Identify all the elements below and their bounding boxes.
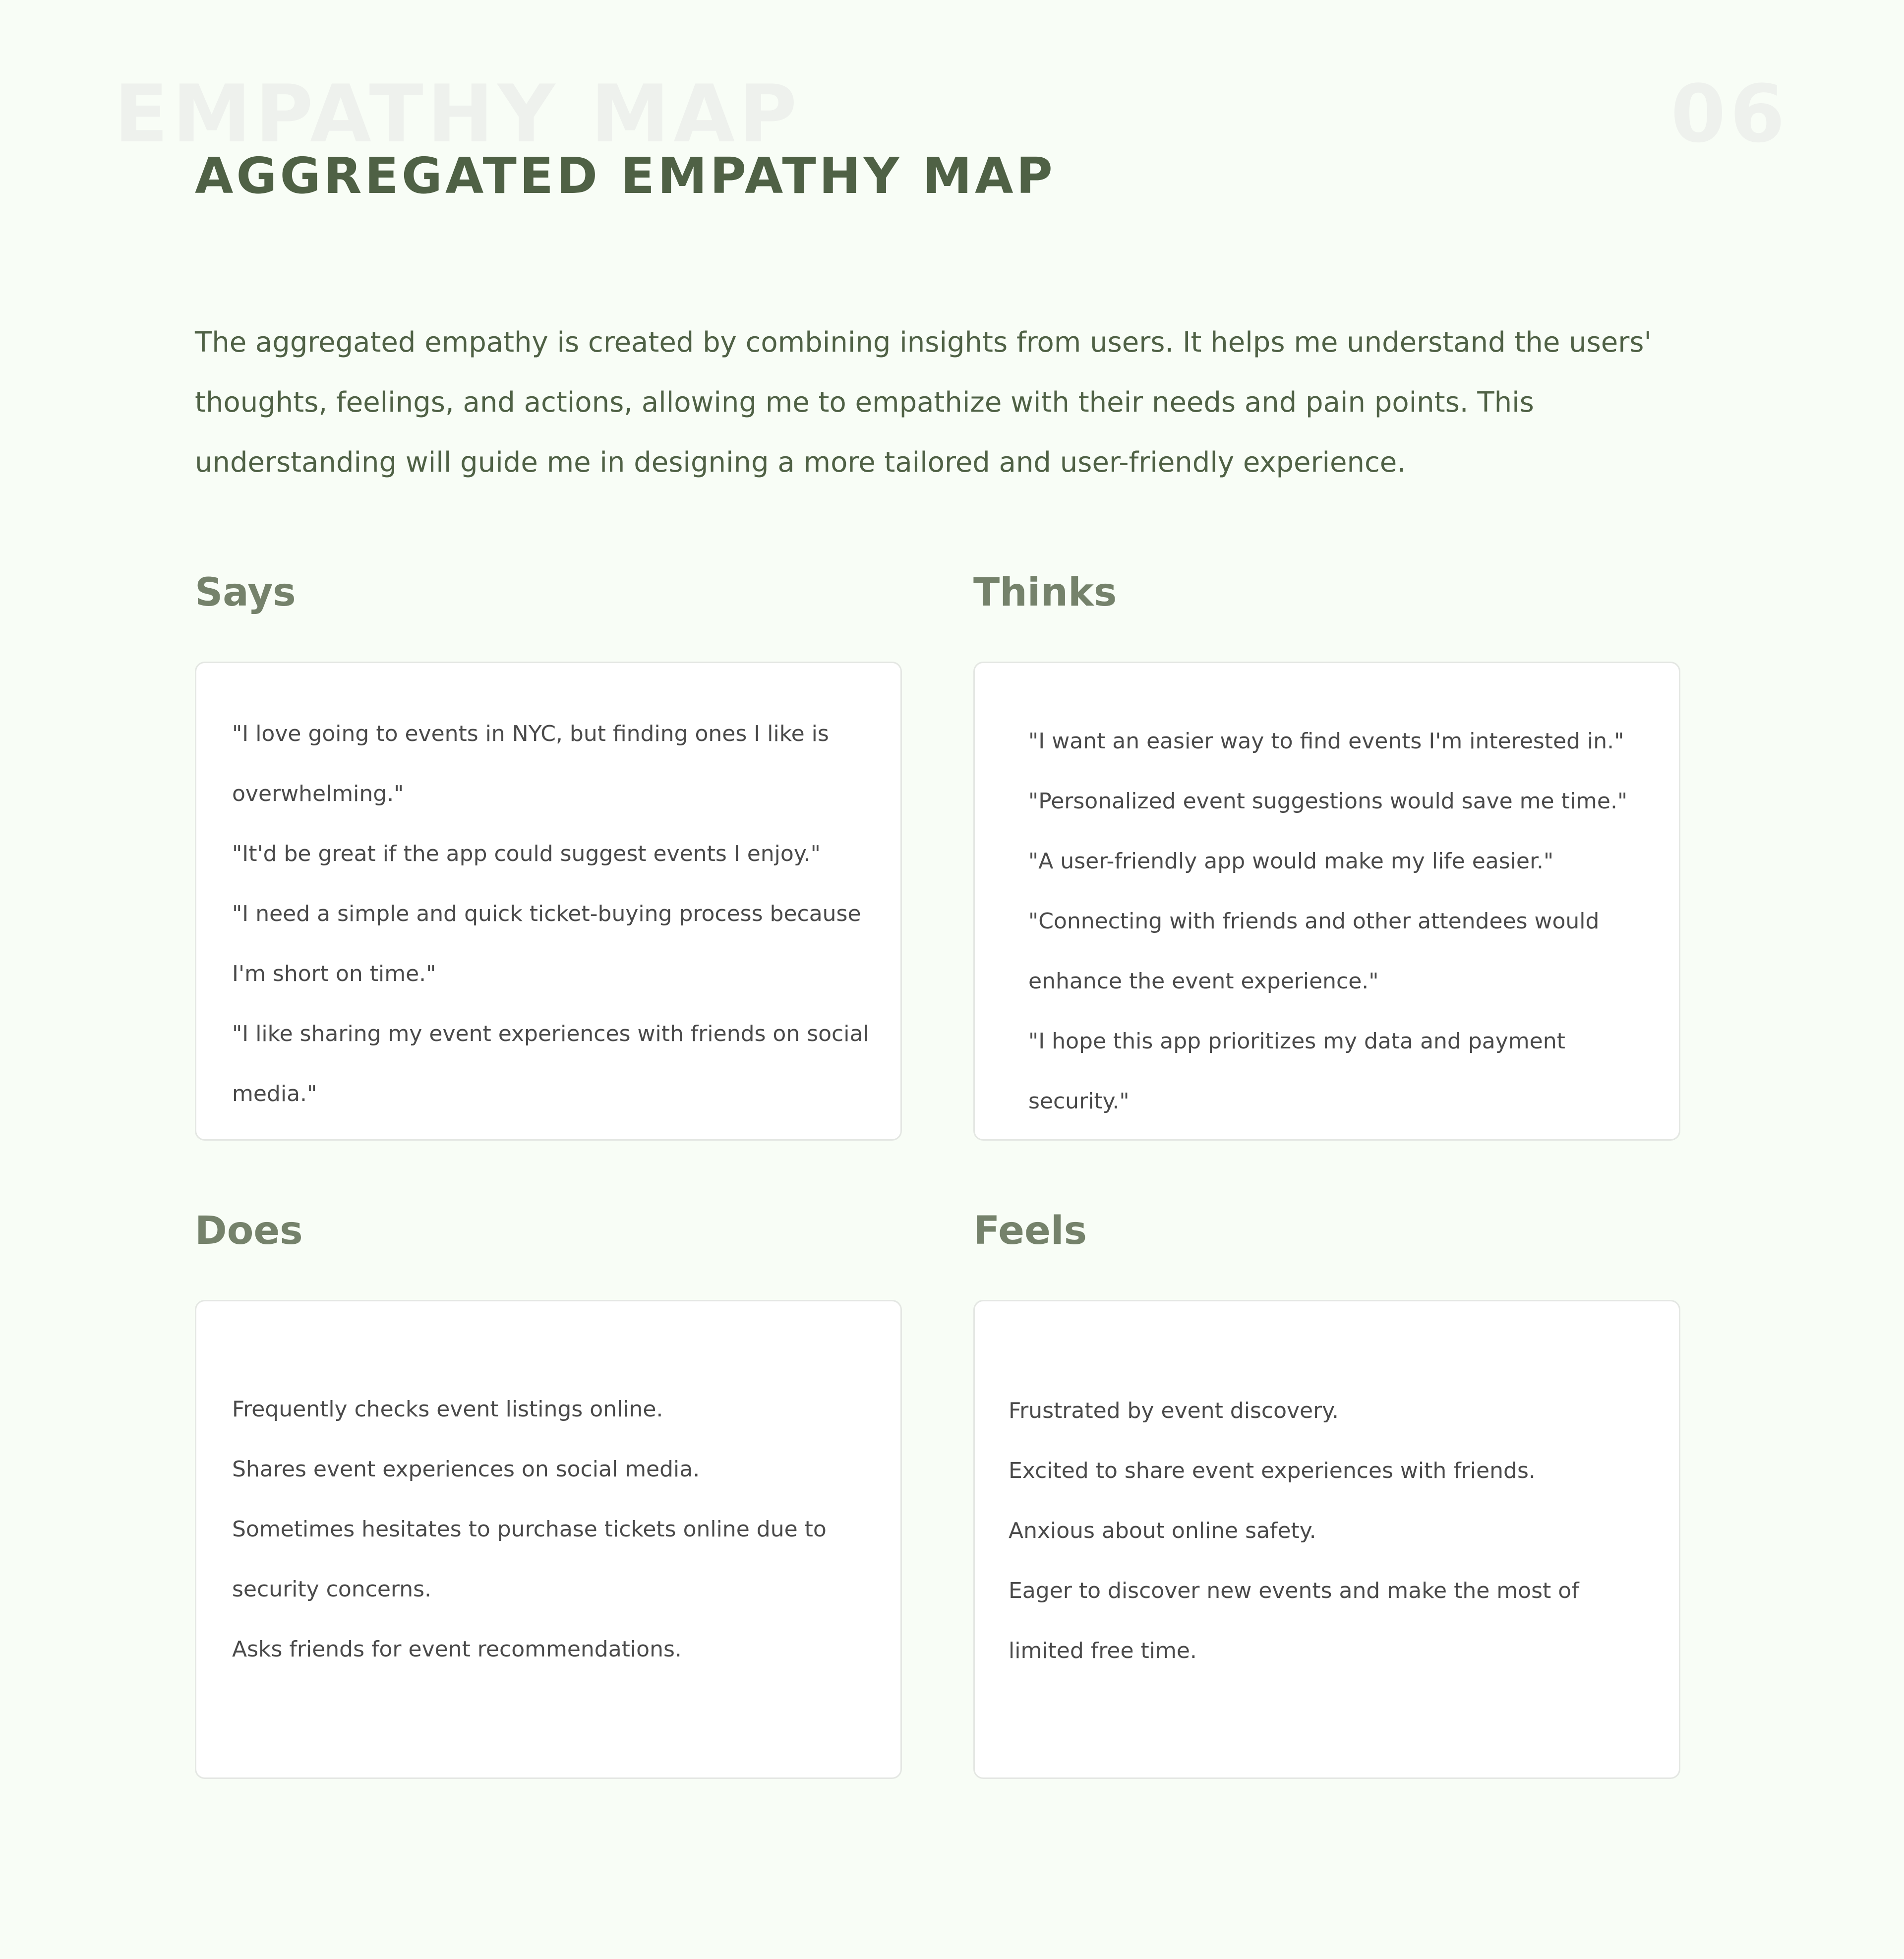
does-heading: Does xyxy=(195,1209,303,1253)
does-item: Shares event experiences on social media. xyxy=(232,1457,700,1482)
thinks-item: "I want an easier way to find events I'm interested in." xyxy=(1028,729,1624,754)
thinks-item: "Personalized event suggestions would save me time." xyxy=(1028,789,1628,814)
does-item: Asks friends for event recommendations. xyxy=(232,1637,682,1662)
says-list xyxy=(232,704,871,1124)
does-list xyxy=(232,1379,871,1679)
thinks-card xyxy=(973,662,1680,1141)
says-section xyxy=(195,560,904,1106)
says-heading: Says xyxy=(195,570,296,615)
feels-section xyxy=(973,1199,1682,1663)
thinks-item: "I hope this app prioritizes my data and payment security." xyxy=(1028,1029,1565,1114)
says-item: "It'd be great if the app could suggest events I enjoy." xyxy=(232,841,821,866)
thinks-item: "Connecting with friends and other attendees would enhance the event experience." xyxy=(1028,909,1600,994)
says-item: "I need a simple and quick ticket-buying process because I'm short on time." xyxy=(232,901,861,986)
feels-item: Frustrated by event discovery. xyxy=(1009,1398,1339,1423)
does-item: Frequently checks event listings online. xyxy=(232,1397,663,1422)
page-title: AGGREGATED EMPATHY MAP xyxy=(195,147,1056,205)
page-number-watermark: 06 xyxy=(1670,67,1789,160)
thinks-item: "A user-friendly app would make my life easier." xyxy=(1028,849,1554,874)
feels-list xyxy=(1009,1381,1649,1681)
thinks-section xyxy=(973,560,1682,1114)
says-item: "I like sharing my event experiences with friends on social media." xyxy=(232,1021,869,1106)
watermark-title: EMPATHY MAP xyxy=(114,67,801,160)
feels-item: Excited to share event experiences with friends. xyxy=(1009,1458,1536,1483)
intro-paragraph: The aggregated empathy is created by combining insights from users. It helps me understand the users' thoughts, feelings, and actions, allowing me to empathize with their needs and pain points. This understanding will guide me in designing a more tailored and user-friendly experience. xyxy=(195,326,1652,479)
feels-item: Anxious about online safety. xyxy=(1009,1518,1316,1543)
thinks-list xyxy=(1028,711,1649,1131)
does-card xyxy=(195,1300,902,1779)
does-section xyxy=(195,1199,904,1662)
says-item: "I love going to events in NYC, but finding ones I like is overwhelming." xyxy=(232,721,829,806)
does-item: Sometimes hesitates to purchase tickets online due to security concerns. xyxy=(232,1517,827,1602)
feels-heading: Feels xyxy=(973,1209,1087,1253)
says-card xyxy=(195,662,902,1141)
feels-card xyxy=(973,1300,1680,1779)
feels-item: Eager to discover new events and make the most of limited free time. xyxy=(1009,1578,1579,1663)
thinks-heading: Thinks xyxy=(973,570,1117,615)
